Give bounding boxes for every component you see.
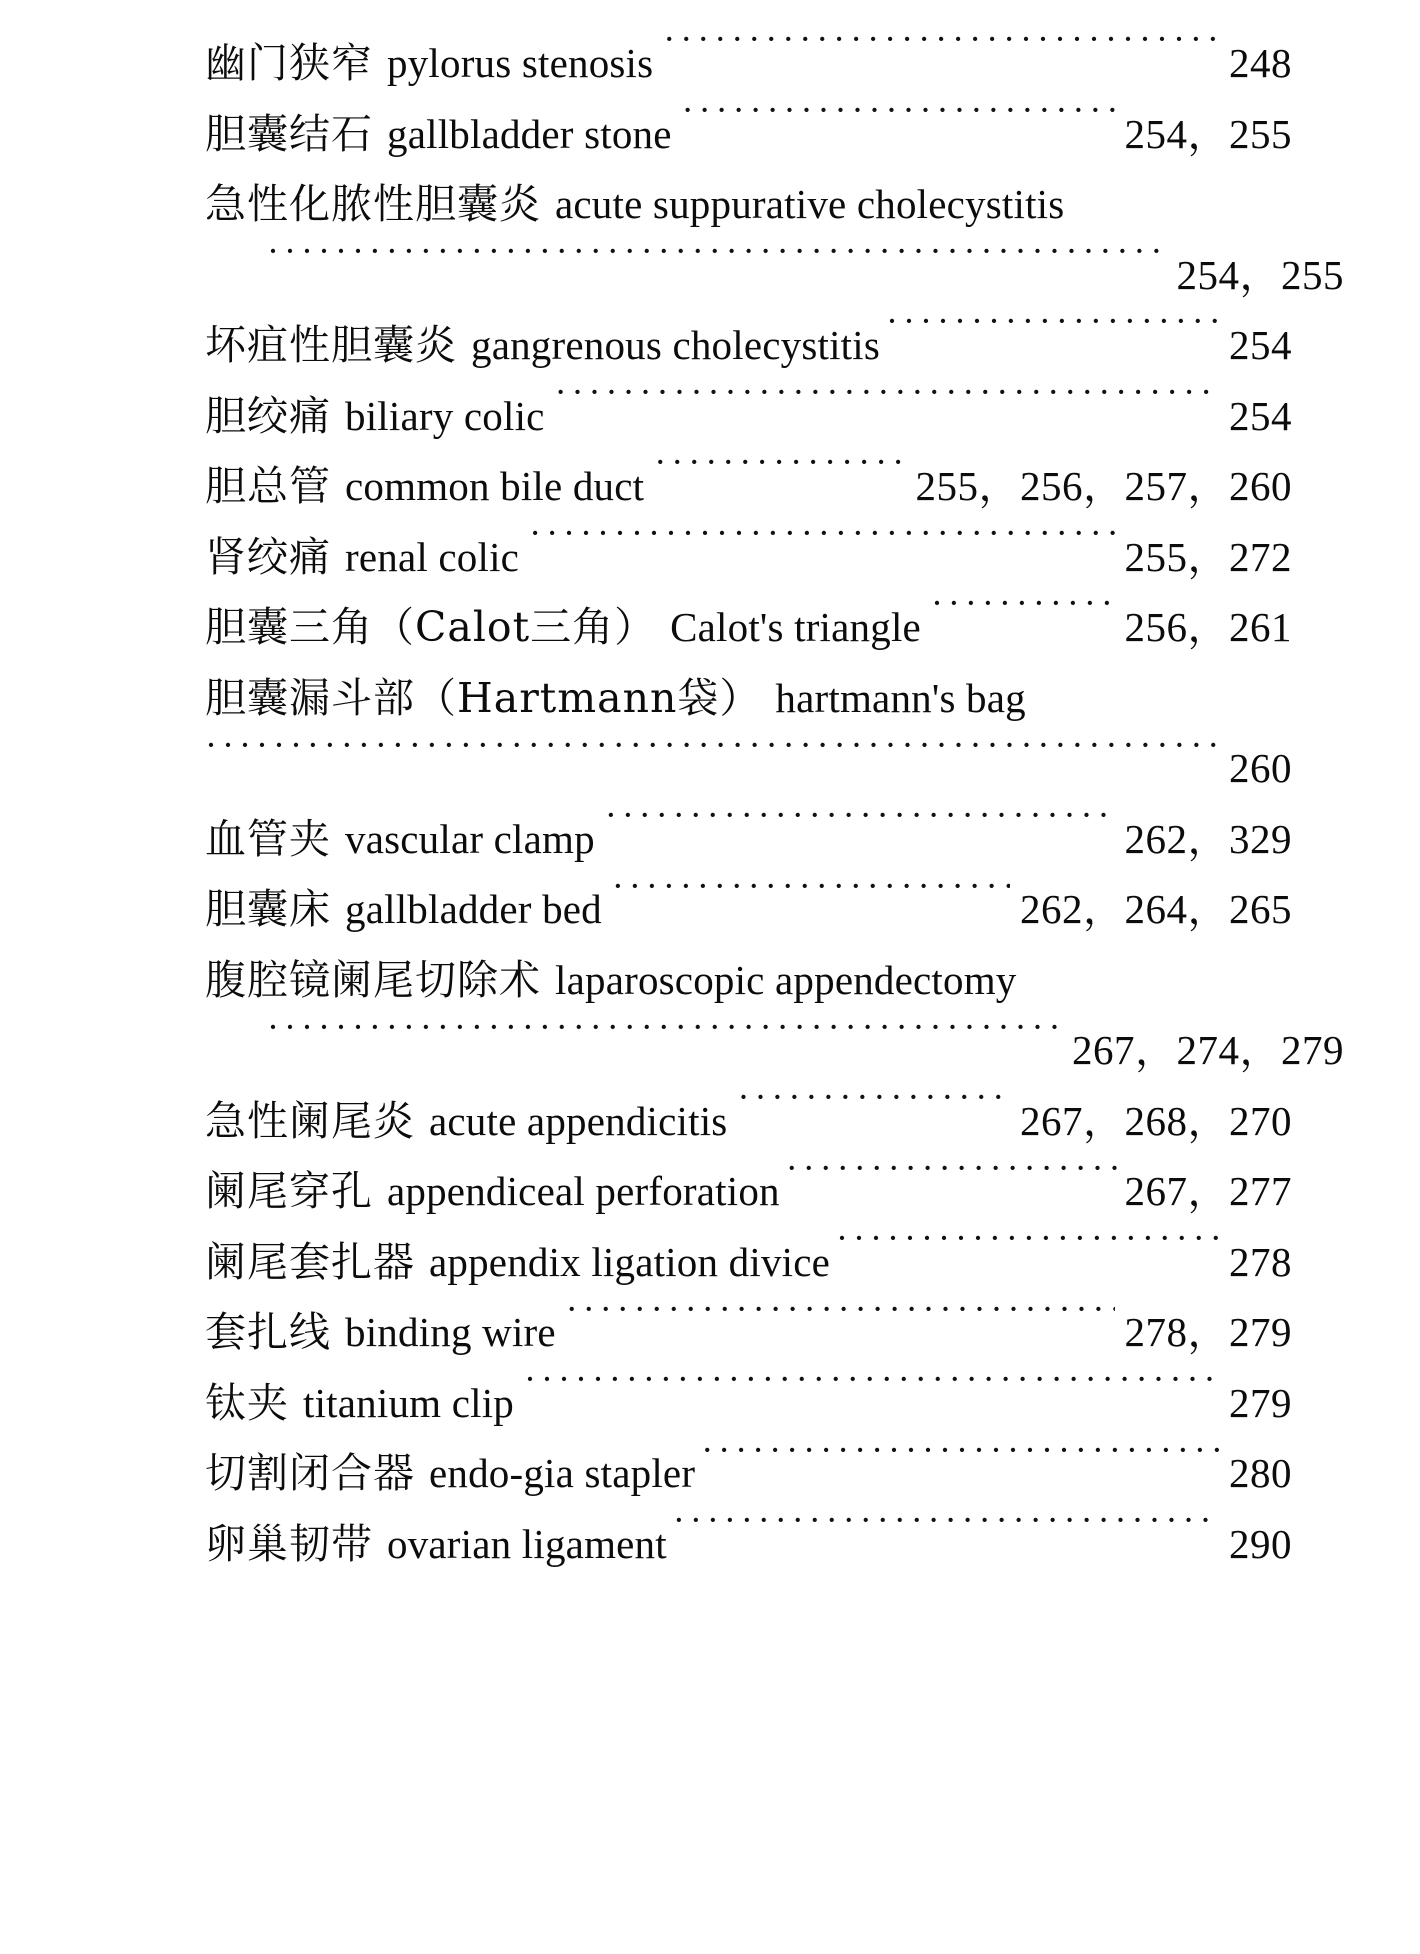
index-term-cn: 钛夹	[205, 1378, 289, 1427]
index-page-numbers: 267，274，279	[1072, 1027, 1344, 1074]
leader-dots	[529, 530, 1114, 571]
leader-spacer	[1036, 671, 1282, 712]
index-entry	[205, 1227, 1292, 1298]
index-entry-line-continuation	[205, 1015, 1344, 1086]
index-entry	[205, 1156, 1292, 1227]
index-term-en: vascular clamp	[345, 815, 595, 862]
index-term-cn: 阑尾穿孔	[205, 1167, 373, 1216]
index-term	[205, 1297, 556, 1368]
index-term	[205, 804, 595, 875]
index-page-numbers: 279	[1229, 1379, 1292, 1426]
index-entry	[205, 1297, 1292, 1368]
leader-dots	[673, 1517, 1220, 1558]
index-page-numbers: 256，261	[1124, 604, 1292, 651]
index-entry-line	[205, 310, 1292, 381]
index-entry	[205, 99, 1292, 170]
index-entry	[205, 874, 1292, 945]
index-term-cn: 胆囊床	[205, 885, 331, 934]
leader-dots	[663, 36, 1216, 77]
index-term	[205, 874, 602, 945]
index-term	[205, 1368, 514, 1439]
leader-dots	[555, 389, 1216, 430]
index-entry-line	[205, 874, 1292, 945]
index-entry-line-continuation	[205, 733, 1292, 804]
index-term-cn: 肾绞痛	[205, 532, 331, 581]
index-page-numbers: 267，268，270	[1020, 1097, 1292, 1144]
index-term	[205, 1509, 667, 1580]
index-entry-line	[205, 1368, 1292, 1439]
index-term	[205, 1086, 727, 1157]
index-term-en: acute suppurative cholecystitis	[555, 181, 1065, 228]
index-page-numbers: 248	[1229, 40, 1292, 86]
index-term	[205, 28, 653, 99]
index-term	[205, 310, 880, 381]
index-entry-line	[205, 1156, 1292, 1227]
index-entry	[205, 310, 1292, 381]
leader-dots	[612, 882, 1010, 923]
index-entry-list	[205, 28, 1344, 1579]
index-term-en: hartmann's bag	[775, 674, 1026, 721]
index-entry-line	[205, 592, 1292, 663]
index-page-numbers: 290	[1229, 1520, 1292, 1567]
index-entry-line	[205, 1086, 1292, 1157]
index-entry	[205, 381, 1292, 452]
index-entry-line	[205, 1509, 1292, 1580]
index-term-cn: 胆总管	[205, 462, 331, 511]
index-term-cn: 坏疽性胆囊炎	[205, 321, 457, 370]
index-entry	[205, 592, 1292, 663]
index-entry-line	[205, 1438, 1292, 1509]
index-page-numbers: 255，256，257，260	[915, 463, 1292, 510]
index-entry	[205, 522, 1292, 593]
leader-dots	[205, 741, 1216, 782]
index-entry-line	[205, 381, 1292, 452]
index-term	[205, 99, 672, 170]
index-entry	[205, 1438, 1292, 1509]
index-term-en: renal colic	[345, 533, 520, 580]
leader-dots	[566, 1305, 1115, 1346]
leader-dots	[737, 1094, 1010, 1135]
index-term-cn: 胆囊漏斗部（Hartmann袋）	[205, 673, 762, 722]
index-page-numbers: 278，279	[1124, 1309, 1292, 1356]
index-page-numbers: 262，329	[1124, 815, 1292, 862]
index-term	[205, 1438, 695, 1509]
index-entry-line	[205, 804, 1292, 875]
index-term-en: Calot's triangle	[670, 604, 921, 651]
index-entry-line	[205, 663, 1292, 734]
index-term	[205, 1227, 830, 1298]
index-entry	[205, 1086, 1292, 1157]
index-page-numbers: 260	[1229, 745, 1292, 792]
index-entry	[205, 169, 1344, 310]
index-entry-line	[205, 945, 1292, 1016]
index-term-en: biliary colic	[345, 392, 545, 439]
index-term	[205, 381, 545, 452]
leader-dots	[654, 459, 905, 500]
index-term	[205, 592, 921, 663]
leader-dots	[931, 600, 1115, 641]
index-term	[205, 1156, 780, 1227]
index-term-en: common bile duct	[345, 463, 645, 510]
index-page-numbers: 278	[1229, 1238, 1292, 1285]
index-entry-line	[205, 99, 1292, 170]
leader-dots	[524, 1376, 1216, 1417]
leader-spacer	[1027, 953, 1282, 994]
index-entry	[205, 1509, 1292, 1580]
index-term-en: ovarian ligament	[387, 1520, 667, 1567]
index-term-cn: 切割闭合器	[205, 1449, 415, 1498]
index-term-en: laparoscopic appendectomy	[555, 956, 1017, 1003]
leader-dots	[836, 1235, 1220, 1276]
index-term-en: gangrenous cholecystitis	[471, 322, 881, 369]
leader-dots	[886, 318, 1220, 359]
leader-spacer	[1074, 177, 1282, 218]
index-term-cn: 胆绞痛	[205, 391, 331, 440]
index-term-cn: 急性化脓性胆囊炎	[205, 180, 541, 229]
index-term-cn: 幽门狭窄	[205, 39, 373, 87]
index-term-en: gallbladder bed	[345, 886, 602, 933]
index-term-cn: 腹腔镜阑尾切除术	[205, 955, 541, 1004]
index-entry-line	[205, 1227, 1292, 1298]
index-entry	[205, 451, 1292, 522]
index-term-cn: 血管夹	[205, 814, 331, 863]
index-entry-line	[205, 522, 1292, 593]
index-entry	[205, 663, 1292, 804]
index-page-numbers: 267，277	[1124, 1168, 1292, 1215]
index-term	[205, 945, 1017, 1016]
index-entry-line	[205, 28, 1292, 99]
index-entry-line	[205, 451, 1292, 522]
index-term	[205, 451, 644, 522]
index-term-en: appendix ligation divice	[429, 1238, 831, 1285]
index-term-en: acute appendicitis	[429, 1097, 728, 1144]
index-term-en: titanium clip	[303, 1379, 514, 1426]
index-term	[205, 522, 519, 593]
index-page-numbers: 262，264，265	[1020, 886, 1292, 933]
index-page-numbers: 254，255	[1176, 251, 1344, 298]
index-entry	[205, 804, 1292, 875]
leader-dots	[267, 1023, 1062, 1064]
index-entry	[205, 28, 1292, 99]
index-term-cn: 急性阑尾炎	[205, 1096, 415, 1145]
index-page-numbers: 255，272	[1124, 533, 1292, 580]
index-entry-line	[205, 1297, 1292, 1368]
index-term-cn: 胆囊三角（Calot三角）	[205, 603, 657, 652]
index-page-numbers: 254	[1229, 392, 1292, 439]
index-entry	[205, 945, 1344, 1086]
index-term-cn: 卵巢韧带	[205, 1519, 373, 1568]
leader-dots	[267, 248, 1167, 289]
index-term-en: gallbladder stone	[387, 110, 672, 157]
leader-dots	[682, 107, 1115, 148]
index-entry	[205, 1368, 1292, 1439]
index-term-en: pylorus stenosis	[387, 40, 654, 86]
leader-dots	[605, 812, 1115, 853]
leader-dots	[786, 1164, 1119, 1205]
index-entry-line	[205, 169, 1292, 240]
index-page-numbers: 280	[1229, 1450, 1292, 1497]
index-page-numbers: 254	[1229, 322, 1292, 369]
index-term-en: appendiceal perforation	[387, 1168, 780, 1215]
index-term	[205, 169, 1064, 240]
leader-dots	[701, 1446, 1220, 1487]
index-term	[205, 663, 1026, 734]
index-term-en: binding wire	[345, 1309, 556, 1356]
index-entry-line-continuation	[205, 240, 1344, 311]
index-term-cn: 阑尾套扎器	[205, 1237, 415, 1286]
index-term-cn: 胆囊结石	[205, 109, 373, 158]
index-term-en: endo-gia stapler	[429, 1450, 696, 1497]
index-page-numbers: 254，255	[1124, 110, 1292, 157]
index-term-cn: 套扎线	[205, 1308, 331, 1357]
